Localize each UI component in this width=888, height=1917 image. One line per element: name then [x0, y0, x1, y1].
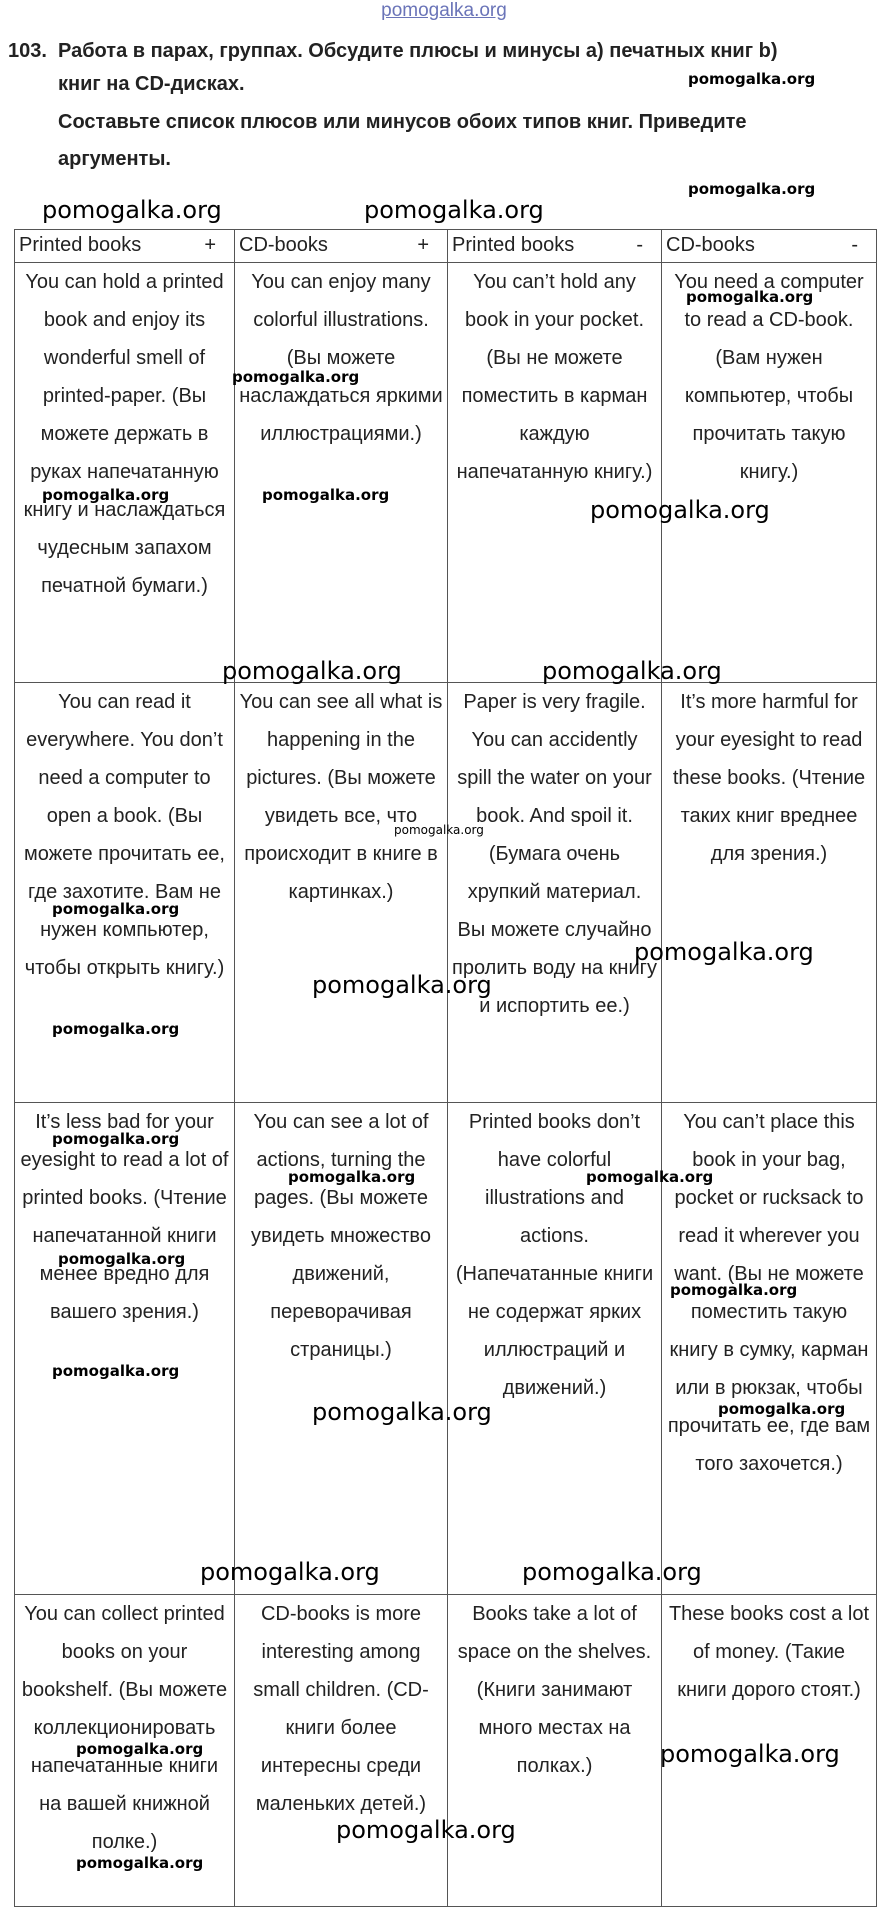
header-printed-minus: Printed books - — [448, 230, 662, 263]
table-cell: You can enjoy many colorful illustrations. (Вы можете наслаждаться яркими иллюстрациями.) — [235, 263, 448, 683]
watermark: pomogalka.org — [52, 1362, 180, 1380]
table-cell: Books take a lot of space on the shelves. (Книги занимают много местах на полках.) — [448, 1595, 662, 1907]
pros-cons-table — [14, 229, 877, 1907]
table-row — [15, 263, 877, 683]
table-cell: You can hold a printed book and enjoy its wonderful smell of printed-paper. (Вы можете держать в руках напечатанную книгу и наслаждаться чудесным запахом печатной бумаги.) — [15, 263, 235, 683]
table-cell: You can’t place this book in your bag, pocket or rucksack to read it wherever you want. (Вы не можете поместить такую книгу в сумку, карман или в рюкзак, чтобы прочитать ее, где вам того захочется.) — [662, 1103, 877, 1595]
watermark: pomogalka.org — [42, 486, 170, 504]
table-cell: You need a computer to read a CD-book. (Вам нужен компьютер, чтобы прочитать такую книгу.) — [662, 263, 877, 683]
watermark: pomogalka.org — [522, 1558, 702, 1586]
watermark: pomogalka.org — [200, 1558, 380, 1586]
watermark: pomogalka.org — [76, 1854, 204, 1872]
table-cell: It’s more harmful for your eyesight to read these books. (Чтение таких книг вреднее для зрения.) — [662, 683, 877, 1103]
watermark: pomogalka.org — [590, 496, 770, 524]
table-cell: It’s less bad for your eyesight to read a lot of printed books. (Чтение напечатанной книги менее вредно для вашего зрения.) — [15, 1103, 235, 1595]
watermark: pomogalka.org — [542, 657, 722, 685]
watermark: pomogalka.org — [312, 1398, 492, 1426]
table-cell: You can’t hold any book in your pocket. (Вы не можете поместить в карман каждую напечатанную книгу.) — [448, 263, 662, 683]
watermark: pomogalka.org — [336, 1816, 516, 1844]
table-row — [15, 683, 877, 1103]
watermark: pomogalka.org — [262, 486, 390, 504]
watermark: pomogalka.org — [394, 823, 484, 837]
watermark: pomogalka.org — [364, 196, 544, 224]
task-line-4: аргументы. — [58, 148, 171, 170]
watermark: pomogalka.org — [52, 1020, 180, 1038]
table-cell: You can see all what is happening in the pictures. (Вы можете увидеть все, что происходит в книге в картинках.) — [235, 683, 448, 1103]
watermark: pomogalka.org — [76, 1740, 204, 1758]
watermark: pomogalka.org — [42, 196, 222, 224]
watermark: pomogalka.org — [312, 971, 492, 999]
watermark: pomogalka.org — [288, 1168, 416, 1186]
table-row — [15, 1103, 877, 1595]
watermark: pomogalka.org — [660, 1740, 840, 1768]
table-cell: You can read it everywhere. You don’t need a computer to open a book. (Вы можете прочитать ее, где захотите. Вам не нужен компьютер, чтобы открыть книгу.) — [15, 683, 235, 1103]
table-cell: Paper is very fragile. You can accidently spill the water on your book. And spoil it. (Бумага очень хрупкий материал. Вы можете случайно пролить воду на книгу и испортить ее.) — [448, 683, 662, 1103]
table-header-row — [15, 230, 877, 263]
task-line-2: книг на CD-дисках. — [58, 73, 245, 95]
watermark: pomogalka.org — [52, 900, 180, 918]
table-cell: These books cost a lot of money. (Такие книги дорого стоят.) — [662, 1595, 877, 1907]
table-cell: You can collect printed books on your bookshelf. (Вы можете коллекционировать напечатанные книги на вашей книжной полке.) — [15, 1595, 235, 1907]
watermark: pomogalka.org — [586, 1168, 714, 1186]
watermark: pomogalka.org — [222, 657, 402, 685]
header-watermark: pomogalka.org — [381, 0, 507, 21]
watermark: pomogalka.org — [670, 1281, 798, 1299]
header-cd-minus: CD-books - — [662, 230, 877, 263]
watermark: pomogalka.org — [232, 368, 360, 386]
table-cell: You can see a lot of actions, turning the pages. (Вы можете увидеть множество движений, переворачивая страницы.) — [235, 1103, 448, 1595]
watermark: pomogalka.org — [688, 70, 816, 88]
table-cell: CD-books is more interesting among small children. (CD-книги более интересны среди маленьких детей.) — [235, 1595, 448, 1907]
watermark: pomogalka.org — [688, 180, 816, 198]
watermark: pomogalka.org — [52, 1130, 180, 1148]
watermark: pomogalka.org — [58, 1250, 186, 1268]
watermark: pomogalka.org — [718, 1400, 846, 1418]
task-number: 103. — [8, 40, 47, 62]
task-line-1: Работа в парах, группах. Обсудите плюсы и минусы а) печатных книг b) — [58, 40, 778, 62]
watermark: pomogalka.org — [686, 288, 814, 306]
table-cell: Printed books don’t have colorful illustrations and actions. (Напечатанные книги не содержат ярких иллюстраций и движений.) — [448, 1103, 662, 1595]
header-cd-plus: CD-books + — [235, 230, 448, 263]
watermark: pomogalka.org — [634, 938, 814, 966]
header-printed-plus: Printed books + — [15, 230, 235, 263]
task-line-3: Составьте список плюсов или минусов обоих типов книг. Приведите — [58, 111, 747, 133]
